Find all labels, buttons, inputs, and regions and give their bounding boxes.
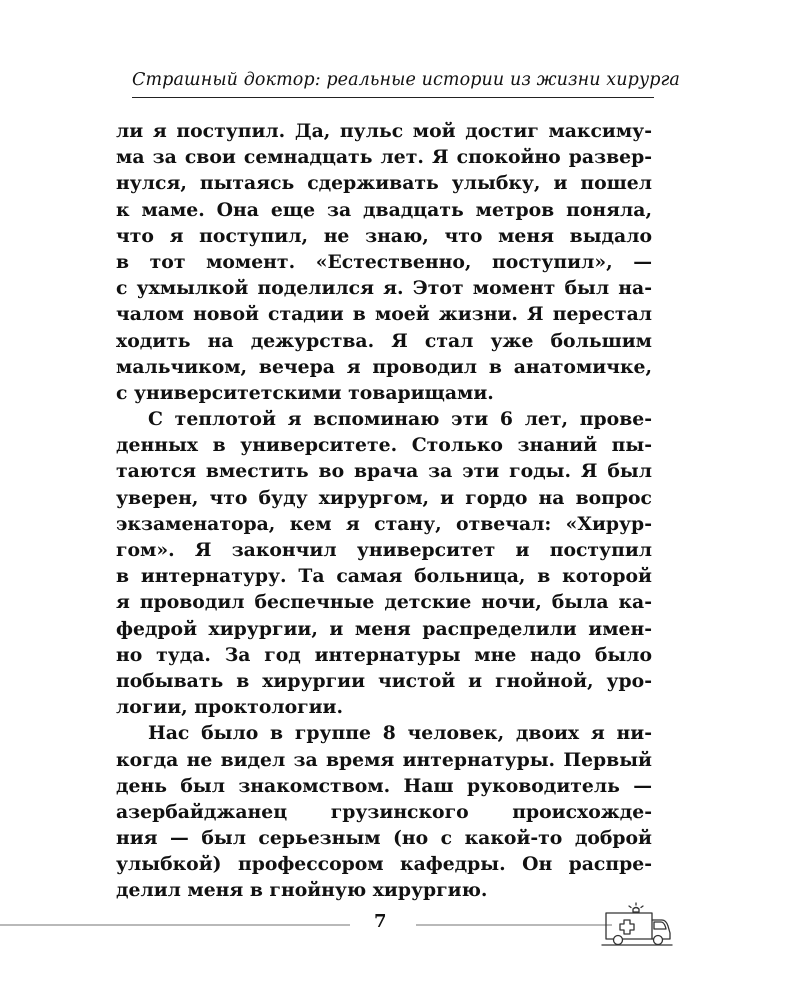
footer-rule-right — [416, 924, 612, 926]
text-line: с ухмылкой поделился я. Этот момент был на- — [116, 277, 652, 300]
text-line: что я поступил, не знаю, что меня выдало — [116, 224, 652, 247]
body-text — [116, 118, 652, 904]
text-line: чалом новой стадии в моей жизни. Я перестал — [116, 303, 652, 326]
footer-rule-left — [0, 924, 350, 926]
text-line: в тот момент. «Естественно, поступил», — — [116, 250, 652, 273]
text-line: федрой хирургии, и меня распределили имен- — [116, 617, 652, 640]
header-rule — [132, 97, 654, 98]
text-line: денных в университете. Столько знаний пы- — [116, 434, 652, 457]
text-line: Нас было в группе 8 человек, двоих я ни- — [148, 722, 652, 745]
text-line: ма за свои семнадцать лет. Я спокойно развер- — [116, 146, 652, 169]
text-line: побывать в хирургии чистой и гнойной, уро- — [116, 669, 652, 692]
text-line: ния — был серьезным (но с какой-то доброй — [116, 827, 652, 850]
running-title: Страшный доктор: реальные истории из жизни хирурга — [132, 70, 680, 90]
text-line: делил меня в гнойную хирургию. — [116, 879, 488, 902]
text-line: когда не видел за время интернатуры. Первый — [116, 748, 652, 771]
text-line: улыбкой) профессором кафедры. Он распре- — [116, 853, 652, 876]
text-line: С теплотой я вспоминаю эти 6 лет, прове- — [148, 408, 652, 431]
text-line: в интернатуру. Та самая больница, в которой — [116, 565, 652, 588]
text-line: ли я поступил. Да, пульс мой достиг максиму- — [116, 120, 652, 142]
text-line: день был знакомством. Наш руководитель — — [116, 774, 652, 797]
text-line: мальчиком, вечера я проводил в анатомичке, — [116, 355, 652, 378]
text-line: уверен, что буду хирургом, и гордо на вопрос — [116, 486, 652, 509]
text-line: с университетскими товарищами. — [116, 381, 494, 404]
text-line: азербайджанец грузинского происхожде- — [116, 800, 652, 823]
text-line: к маме. Она еще за двадцать метров поняла, — [116, 198, 652, 221]
text-line: я проводил беспечные детские ночи, была ка- — [116, 591, 652, 614]
text-line: экзаменатора, кем я стану, отвечал: «Хирур- — [116, 512, 652, 535]
text-line: таются вместить во врача за эти годы. Я был — [116, 460, 652, 483]
text-line: гом». Я закончил университет и поступил — [116, 539, 652, 561]
ambulance-icon — [600, 900, 674, 948]
text-line: логии, проктологии. — [116, 696, 344, 719]
text-line: нулся, пытаясь сдерживать улыбку, и пошел — [116, 172, 652, 195]
page-number: 7 — [374, 911, 387, 932]
text-line: но туда. За год интернатуры мне надо было — [116, 643, 652, 666]
text-line: ходить на дежурства. Я стал уже большим — [116, 329, 652, 352]
